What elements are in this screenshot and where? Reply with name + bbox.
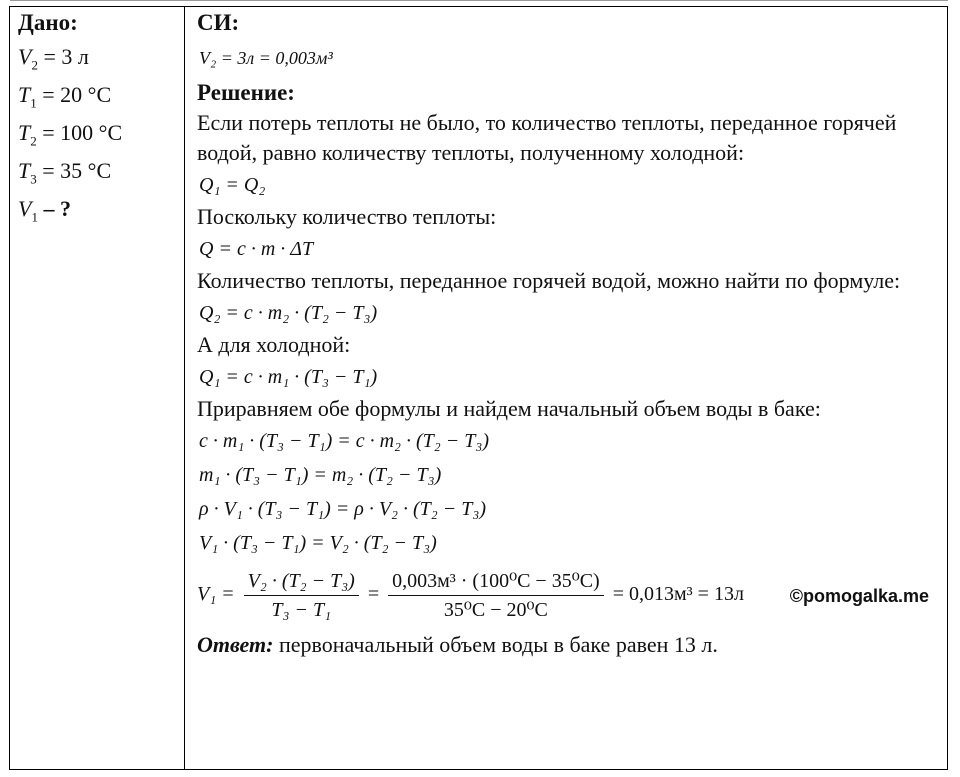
solution-column (197, 8, 939, 660)
copyright-watermark: ©pomogalka.me (789, 586, 929, 606)
given-item: $V_2 = 3$ л (18, 44, 89, 73)
fraction-symbolic (244, 567, 359, 624)
final-equation (197, 564, 939, 624)
formula: c · m₁ · (T₃ − T₁) = c · m₂ · (T₂ − T₃) (199, 430, 489, 452)
paragraph: Количество теплоты, переданное горячей водой, можно найти по формуле: (197, 268, 901, 293)
equals-sign: = (367, 583, 380, 605)
given-item: $T_2 = 100$ °C (18, 120, 123, 149)
answer-text: первоначальный объем воды в баке равен 13 л. (273, 632, 718, 657)
formula: ρ · V₁ · (T₃ − T₁) = ρ · V₂ · (T₂ − T₃) (199, 498, 486, 520)
si-formula: V₂ = 3л = 0,003м³ (199, 48, 333, 68)
fraction-numerator: V₂ · (T₂ − T₃) (244, 567, 359, 596)
fraction-numerator: 0,003м³ · (100⁰C − 35⁰C) (388, 567, 604, 596)
paragraph: Поскольку количество теплоты: (197, 204, 497, 229)
final-result: = 0,013м³ = 13л (612, 583, 744, 605)
paragraph: А для холодной: (197, 332, 351, 357)
top-rule (10, 0, 948, 5)
answer-label: Ответ: (197, 632, 274, 657)
si-header: СИ: (197, 10, 240, 35)
formula: Q₁ = Q₂ (199, 174, 266, 196)
given-column (18, 8, 180, 228)
fraction-numeric (388, 567, 604, 624)
formula: V₁ · (T₃ − T₁) = V₂ · (T₂ − T₃) (199, 532, 437, 554)
formula: Q₂ = c · m₂ · (T₂ − T₃) (199, 302, 378, 324)
given-unknown: $V_1$ – ? (18, 196, 71, 225)
final-lhs: V₁ = (197, 583, 235, 605)
paragraph: Если потерь теплоты не было, то количество теплоты, переданное горячей водой, равно количеству теплоты, полученному холодной: (197, 110, 897, 165)
fraction-denominator: T₃ − T₁ (271, 598, 332, 621)
formula: m₁ · (T₃ − T₁) = m₂ · (T₂ − T₃) (199, 464, 442, 486)
given-item: $T_1 = 20$ °C (18, 82, 112, 111)
formula: Q = c · m · ΔT (199, 238, 314, 260)
fraction-denominator: 35⁰C − 20⁰C (443, 598, 548, 621)
given-item: $T_3 = 35$ °C (18, 158, 112, 187)
column-divider (184, 6, 185, 770)
formula: Q₁ = c · m₁ · (T₃ − T₁) (199, 366, 378, 388)
paragraph: Приравняем обе формулы и найдем начальный объем воды в баке: (197, 396, 821, 421)
answer-line (197, 630, 939, 660)
solution-header: Решение: (197, 80, 295, 105)
given-header: Дано: (18, 10, 78, 35)
